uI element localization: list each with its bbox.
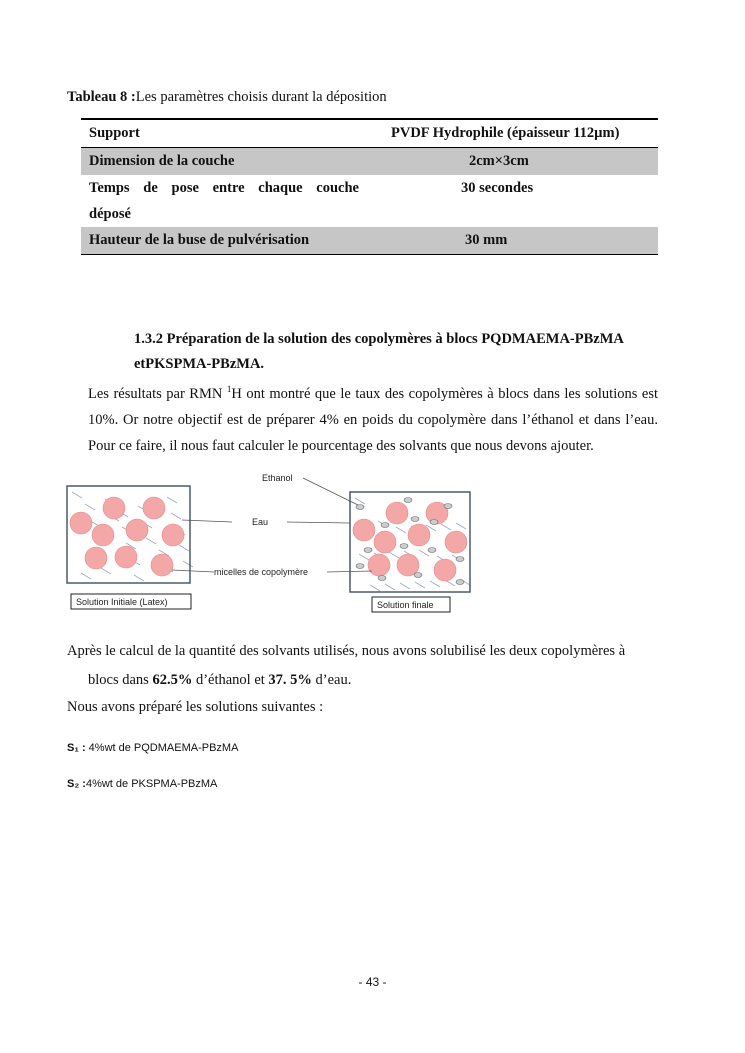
label-micelles: micelles de copolymère — [214, 567, 309, 577]
page-number: - 43 - — [358, 975, 387, 989]
label-ethanol: Ethanol — [262, 473, 293, 483]
ethanol-molecule — [400, 544, 408, 549]
water-line — [72, 492, 82, 498]
ethanol-molecule — [456, 557, 464, 562]
water-line — [419, 550, 429, 556]
solution-diagram — [0, 460, 745, 620]
section-heading: 1.3.2 Préparation de la solution des copolymères à blocs PQDMAEMA-PBzMA etPKSPMA-PBzMA. — [134, 331, 624, 372]
micelle — [92, 524, 114, 546]
water-line — [456, 523, 466, 529]
micelle — [408, 524, 430, 546]
ethanol-molecule — [456, 580, 464, 585]
ethanol-molecule — [381, 523, 389, 528]
paragraph: Les résultats par RMN $^1$H ont montré que le taux des copolymères à blocs dans les solutions est 10%. Or notre objectif est de préparer 4% en poids du copolymère dans l’éthanol et dans l’eau. Pour ce faire, il nous faut calculer le pourcentage des solvants que nous devons ajouter. — [88, 384, 658, 454]
parameters-table — [81, 118, 658, 255]
table-row: Dimension de la couche 2cm×3cm — [81, 148, 658, 176]
water-line — [396, 527, 406, 533]
ethanol-molecule — [364, 548, 372, 553]
water-line — [400, 583, 410, 589]
table-row: Hauteur de la buse de pulvérisation 30 mm — [81, 227, 658, 255]
micelle — [70, 512, 92, 534]
micelle — [374, 531, 396, 553]
table-row: Support PVDF Hydrophile (épaisseur 112µm) — [81, 119, 658, 148]
micelle — [115, 546, 137, 568]
water-line — [385, 584, 395, 590]
water-line — [101, 568, 111, 574]
micelle — [85, 547, 107, 569]
water-line — [355, 498, 365, 504]
table-caption: Tableau 8 :Les paramètres choisis durant la déposition — [67, 89, 387, 105]
paragraph: Après le calcul de la quantité des solvants utilisés, nous avons solubilisé les deux copolymères à blocs dans 62.5% d’éthanol et 37. 5% d’eau. — [67, 643, 626, 688]
micelle — [151, 554, 173, 576]
solution-s2: S₂ :4%wt de PKSPMA-PBzMA — [67, 778, 218, 790]
micelle — [126, 519, 148, 541]
water-line — [134, 575, 144, 581]
micelle — [368, 554, 390, 576]
water-line — [370, 585, 380, 591]
water-line — [171, 513, 181, 519]
solution-s1: S₁ : 4%wt de PQDMAEMA-PBzMA — [67, 742, 239, 754]
table-row: Temps de pose entre chaque couche déposé 30 secondes — [89, 180, 534, 222]
micelle — [445, 531, 467, 553]
water-line — [167, 497, 177, 503]
ethanol-molecule — [411, 517, 419, 522]
micelle — [143, 497, 165, 519]
ethanol-molecule — [404, 498, 412, 503]
water-line — [415, 582, 425, 588]
water-line — [430, 581, 440, 587]
water-line — [81, 573, 91, 579]
water-line — [359, 554, 369, 560]
water-line — [183, 561, 193, 567]
water-line — [146, 538, 156, 544]
label-solution-finale: Solution finale — [377, 600, 434, 610]
micelle — [434, 559, 456, 581]
ethanol-molecule — [444, 504, 452, 509]
ethanol-molecule — [430, 520, 438, 525]
label-solution-initiale: Solution Initiale (Latex) — [76, 597, 168, 607]
ethanol-molecule — [356, 564, 364, 569]
water-line — [85, 504, 95, 510]
label-eau: Eau — [252, 517, 269, 527]
water-line — [179, 545, 189, 551]
micelle — [103, 497, 125, 519]
micelle — [386, 502, 408, 524]
micelle — [353, 519, 375, 541]
water-line — [389, 552, 399, 558]
ethanol-molecule — [428, 548, 436, 553]
ethanol-molecule — [356, 505, 364, 510]
ethanol-molecule — [414, 573, 422, 578]
paragraph: Nous avons préparé les solutions suivantes : — [67, 699, 324, 715]
ethanol-molecule — [378, 576, 386, 581]
water-line — [441, 524, 451, 530]
micelle — [162, 524, 184, 546]
